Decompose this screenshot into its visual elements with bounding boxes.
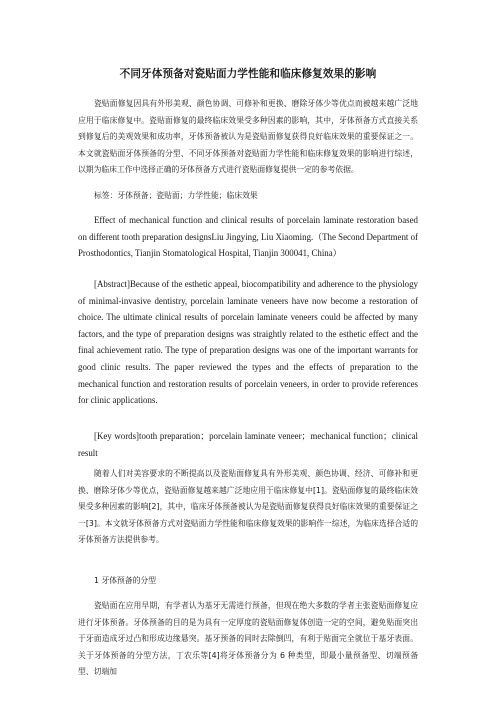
intro-paragraph: 随着人们对美容要求的不断提高以及瓷贴面修复具有外形美观、颜色协调、经济、可修补和更换、磨除牙体少等优点，瓷贴面修复越来越广泛地应用于临床修复中[1]。瓷贴面修复的最终临床效果受多种因素的影响[2]，其中，临床牙体预备被认为是瓷贴面修复获得良好临床效果的重要保证之一[3]。本文就牙体预备方式对瓷贴面力学性能和临床修复效果的影响作一综述，为临床选择合适的牙体预备方法提供参考。	[78, 469, 418, 545]
keywords-en: [Key words]tooth preparation；porcelain laminate veneer；mechanical function；clinical result	[78, 431, 418, 458]
abstract-cn: 瓷贴面修复因具有外形美观、颜色协调、可修补和更换、磨除牙体少等优点而被越来越广泛地应用于临床修复中。瓷贴面修复的最终临床效果受多种因素的影响，其中，牙体预备方式直接关系到修复后的美观效果和成功率，牙体预备被认为是瓷贴面修复获得良好临床效果的重要保证之一。本文就瓷贴面牙体预备的分型、不同牙体预备对瓷贴面力学性能和临床修复效果的影响进行综述，以期为临床工作中选择正确的牙体预备方式进行瓷贴面修复提供一定的参考依据。	[78, 99, 418, 175]
abstract-en: [Abstract]Because of the esthetic appeal, biocompatibility and adherence to the physiology of minimal-invasive dentistry, porcelain laminate veneers have now become a restoration of choice. The ultimate clinical results of porcelain laminate veneers could be affected by many factors, and the type of preparation designs was straightly related to the esthetic effect and the final achievement ratio. The type of preparation designs was one of the important warrants for good clinic results. The paper reviewed the types and the effects of preparation to the mechanical function and restoration results of porcelain veneers, in order to provide references for clinic applications.	[78, 279, 418, 406]
section-1-text: 瓷贴面在应用早期，有学者认为基牙无需进行预备，但现在绝大多数的学者主张瓷贴面修复应进行牙体预备。牙体预备的目的是为具有一定厚度的瓷贴面修复体创造一定的空间，避免贴面突出于牙面造成牙过凸和形成边缘悬突。基牙预备的同时去除倒凹，有利于贴面完全就位于基牙表面。关于牙体预备的分型方法，丁农乐等[4]将牙体预备分为 6 种类型，即最小量预备型、切端预备型、切端加	[78, 601, 418, 677]
english-title-block: Effect of mechanical function and clinical results of porcelain laminate restoration based on different tooth preparation designsLiu Jingying, Liu Xiaoming.（The Second Department of Prosthodontics, Tianjin Stomatological Hospital, Tianjin 300041, China）	[78, 215, 418, 259]
section-1-heading: 1 牙体预备的分型	[94, 576, 157, 585]
keywords-cn: 标签：牙体预备；瓷贴面；力学性能；临床效果	[94, 191, 258, 200]
page-title: 不同牙体预备对瓷贴面力学性能和临床修复效果的影响	[119, 68, 377, 80]
